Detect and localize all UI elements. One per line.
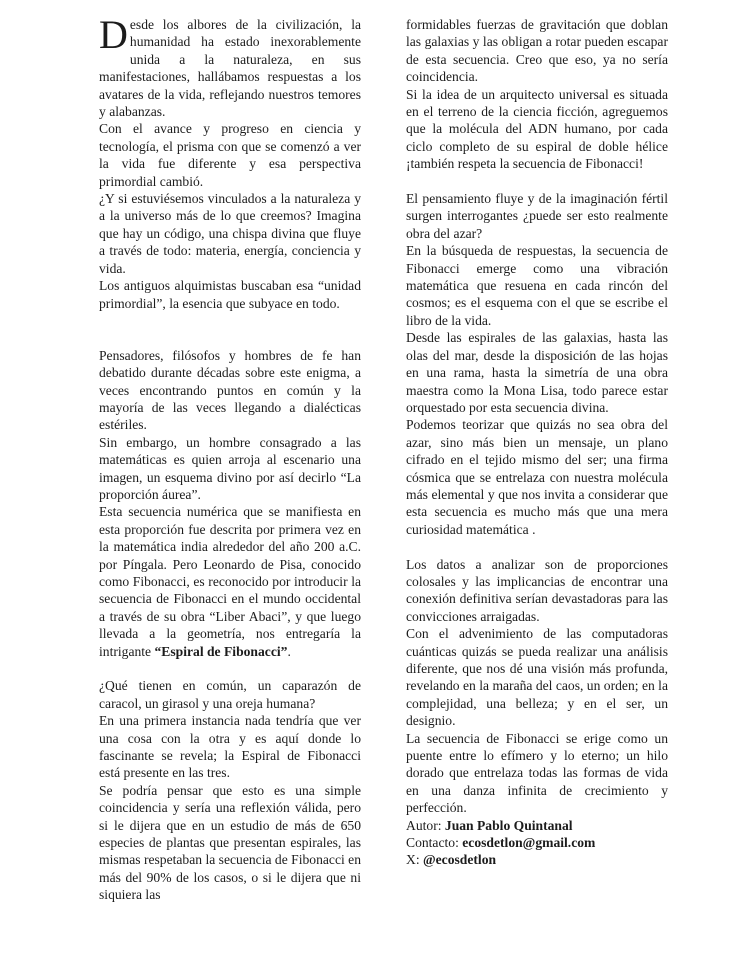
x-line: X: @ecosdetlon xyxy=(406,852,497,868)
paragraph: En la búsqueda de respuestas, la secuencia de Fibonacci emerge como una vibración matemática que resuena en cada rincón del cosmos; es el esquema con el que se escribe el libro de la vida. xyxy=(406,243,668,328)
paragraph: Si la idea de un arquitecto universal es situada en el terreno de la ciencia ficción, agreguemos que la molécula del ADN humano, por cada ciclo completo de su espiral de doble hélice ¡también respeta la secuencia de Fibonacci! xyxy=(406,86,668,172)
paragraph: Pensadores, filósofos y hombres de fe han debatido durante décadas sobre este enigma, a veces encontrando puntos en común y la mayoría de las veces llegando a dialécticas estériles. xyxy=(99,347,361,433)
spiral-term: “Espiral de Fibonacci” xyxy=(154,643,288,659)
paragraph: ¿Qué tienen en común, un caparazón de caracol, un girasol y una oreja humana? xyxy=(99,678,361,711)
paragraph: Los datos a analizar son de proporciones colosales y las implicancias de encontrar una conexión definitiva serían devastadoras para las convicciones arraigadas. xyxy=(406,556,668,624)
paragraph: ¿Y si estuviésemos vinculados a la naturaleza y a la universo más de lo que creemos? Imagina que hay un código, una chispa divina que fluye a través de todo: materia, energía, conciencia y vida. xyxy=(99,191,361,276)
paragraph: El pensamiento fluye y de la imaginación fértil surgen interrogantes ¿puede ser esto realmente obra del azar? xyxy=(406,191,668,241)
paragraph: Con el advenimiento de las computadoras cuánticas quizás se pueda realizar una análisis diferente, que nos dé una visión más profunda, revelando en la maraña del caos, un orden; en la complejidad, una belleza; y en el ser, un designio. xyxy=(406,626,668,729)
contact-line: Contacto: ecosdetlon@gmail.com xyxy=(406,835,596,851)
paragraph: En una primera instancia nada tendría que ver una cosa con la otra y es aquí donde lo fascinante se revela; la Espiral de Fibonacci está presente en las tres. xyxy=(99,713,361,781)
left-column xyxy=(99,12,361,904)
paragraph: La secuencia de Fibonacci se erige como un puente entre lo efímero y lo eterno; un hilo dorado que entrelaza todas las formas de vida en una danza infinita de crecimiento y perfección. xyxy=(406,730,668,816)
paragraph: formidables fuerzas de gravitación que doblan las galaxias y las obligan a rotar pueden escapar de esta secuencia. Creo que eso, ya no sería coincidencia. xyxy=(406,17,668,85)
paragraph: Podemos teorizar que quizás no sea obra del azar, sino más bien un mensaje, un plano cifrado en el tejido mismo del ser; una firma cósmica que se entrelaza con nuestra molécula más elemental y que nos invita a considerar que esta secuencia es mucho más que una mera curiosidad matemática . xyxy=(406,417,668,537)
right-column xyxy=(406,16,668,869)
paragraph: Los antiguos alquimistas buscaban esa “unidad primordial”, la esencia que subyace en todo. xyxy=(99,278,361,311)
paragraph: Se podría pensar que esto es una simple coincidencia y sería una reflexión válida, pero si le dijera que en un estudio de más de 650 especies de plantas que presentan espirales, las mismas respetaban la secuencia de Fibonacci en más del 90% de los casos, o si le dijera que ni siquiera las xyxy=(99,782,361,903)
paragraph: Con el avance y progreso en ciencia y tecnología, el prisma con que se comenzó a ver la vida fue diferente y esa perspectiva primordial cambió. xyxy=(99,121,361,189)
author-line: Autor: Juan Pablo Quintanal xyxy=(406,817,573,833)
paragraph: Desde las espirales de las galaxias, hasta las olas del mar, desde la disposición de las hojas en una rama, hasta la simetría de una obra maestra como la Mona Lisa, todo parece estar orquestado por esta secuencia divina. xyxy=(406,330,668,415)
x-handle: @ecosdetlon xyxy=(423,852,497,868)
paragraph: Sin embargo, un hombre consagrado a las matemáticas es quien arroja al escenario una imagen, un esquema divino por así decirlo “La proporción áurea”. xyxy=(99,434,361,502)
drop-cap: D xyxy=(99,12,128,57)
author-name: Juan Pablo Quintanal xyxy=(444,817,573,833)
intro-paragraph: Desde los albores de la civilización, la humanidad ha estado inexorablemente unida a la naturaleza, en sus manifestaciones, hallábamos respuestas a los avatares de la vida, reflejando nuestros temores y alabanzas. xyxy=(99,12,361,120)
contact-email: ecosdetlon@gmail.com xyxy=(462,835,596,851)
paragraph: Esta secuencia numérica que se manifiesta en esta proporción fue descrita por primera vez en la matemática india alrededor del año 200 a.C. por Píngala. Pero Leonardo de Pisa, conocido como Fibonacci, es reconocido por introducir la secuencia de Fibonacci en el mundo occidental a través de su obra “Liber Abaci”, y que luego llevada a la geometría, nos entregaría la intrigante “Espiral de Fibonacci”. xyxy=(99,504,361,659)
